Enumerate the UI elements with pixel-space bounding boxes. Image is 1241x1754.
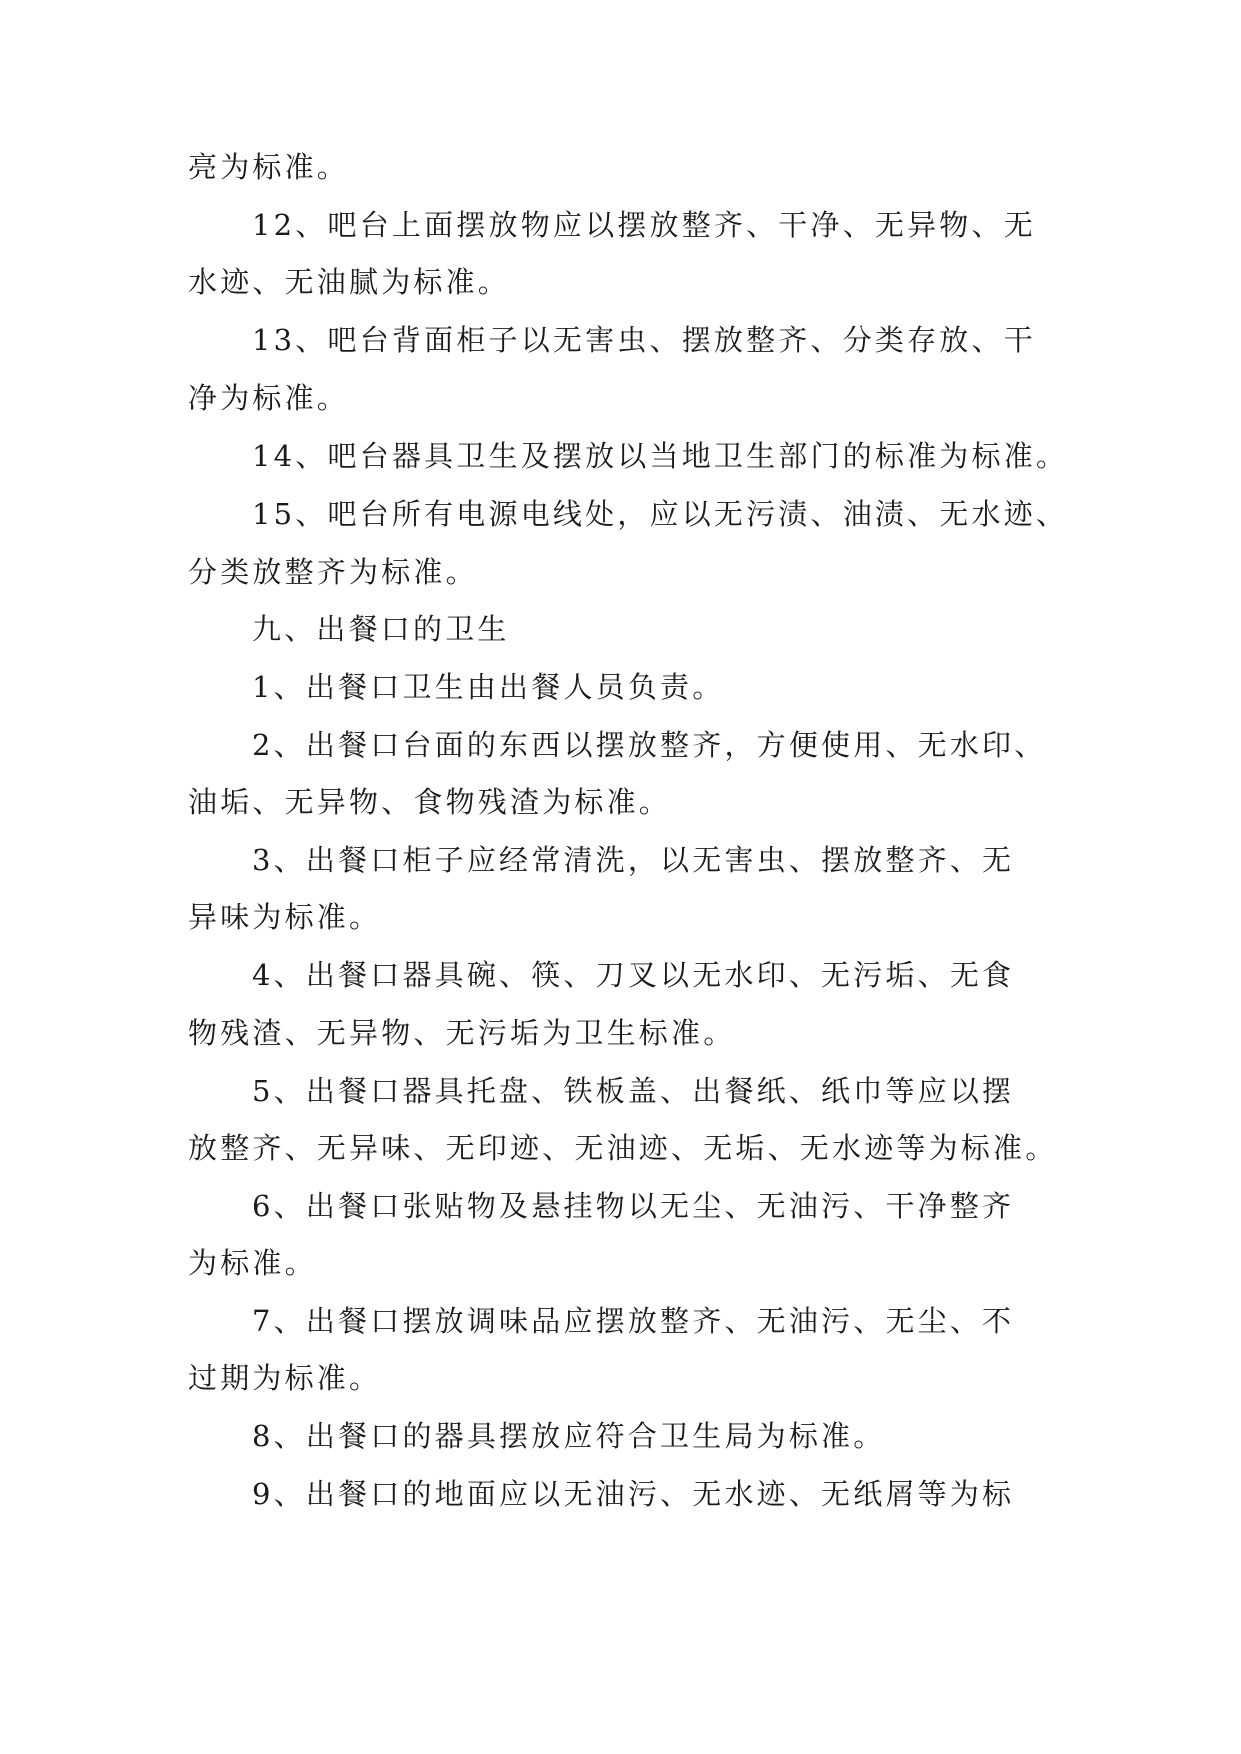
text-line: 分类放整齐为标准。 (188, 555, 478, 589)
text-line: 12、吧台上面摆放物应以摆放整齐、干净、无异物、无 (252, 208, 1036, 242)
text-line: 13、吧台背面柜子以无害虫、摆放整齐、分类存放、干 (252, 323, 1036, 357)
text-line: 4、出餐口器具碗、筷、刀叉以无水印、无污垢、无食 (252, 958, 1015, 992)
text-line: 7、出餐口摆放调味品应摆放整齐、无油污、无尘、不 (252, 1304, 1015, 1338)
text-line: 3、出餐口柜子应经常清洗，以无害虫、摆放整齐、无 (252, 843, 1015, 877)
text-line: 5、出餐口器具托盘、铁板盖、出餐纸、纸巾等应以摆 (252, 1074, 1015, 1108)
section-heading: 九、出餐口的卫生 (252, 612, 510, 646)
text-line: 过期为标准。 (188, 1361, 382, 1395)
text-line: 1、出餐口卫生由出餐人员负责。 (252, 670, 725, 704)
text-line: 物残渣、无异物、无污垢为卫生标准。 (188, 1016, 736, 1050)
text-line: 净为标准。 (188, 381, 350, 415)
text-line: 9、出餐口的地面应以无油污、无水迹、无纸屑等为标 (252, 1477, 1015, 1511)
text-line: 8、出餐口的器具摆放应符合卫生局为标准。 (252, 1419, 886, 1453)
text-line: 14、吧台器具卫生及摆放以当地卫生部门的标准为标准。 (252, 439, 1069, 473)
text-line: 放整齐、无异味、无印迹、无油迹、无垢、无水迹等为标准。 (188, 1131, 1058, 1165)
text-line: 6、出餐口张贴物及悬挂物以无尘、无油污、干净整齐 (252, 1189, 1015, 1223)
text-line: 15、吧台所有电源电线处，应以无污渍、油渍、无水迹、 (252, 497, 1069, 531)
text-line: 异味为标准。 (188, 900, 382, 934)
text-line: 水迹、无油腻为标准。 (188, 265, 511, 299)
text-line: 为标准。 (188, 1246, 317, 1280)
text-line: 油垢、无异物、食物残渣为标准。 (188, 785, 672, 819)
text-line: 亮为标准。 (188, 150, 350, 184)
text-line: 2、出餐口台面的东西以摆放整齐，方便使用、无水印、 (252, 728, 1047, 762)
